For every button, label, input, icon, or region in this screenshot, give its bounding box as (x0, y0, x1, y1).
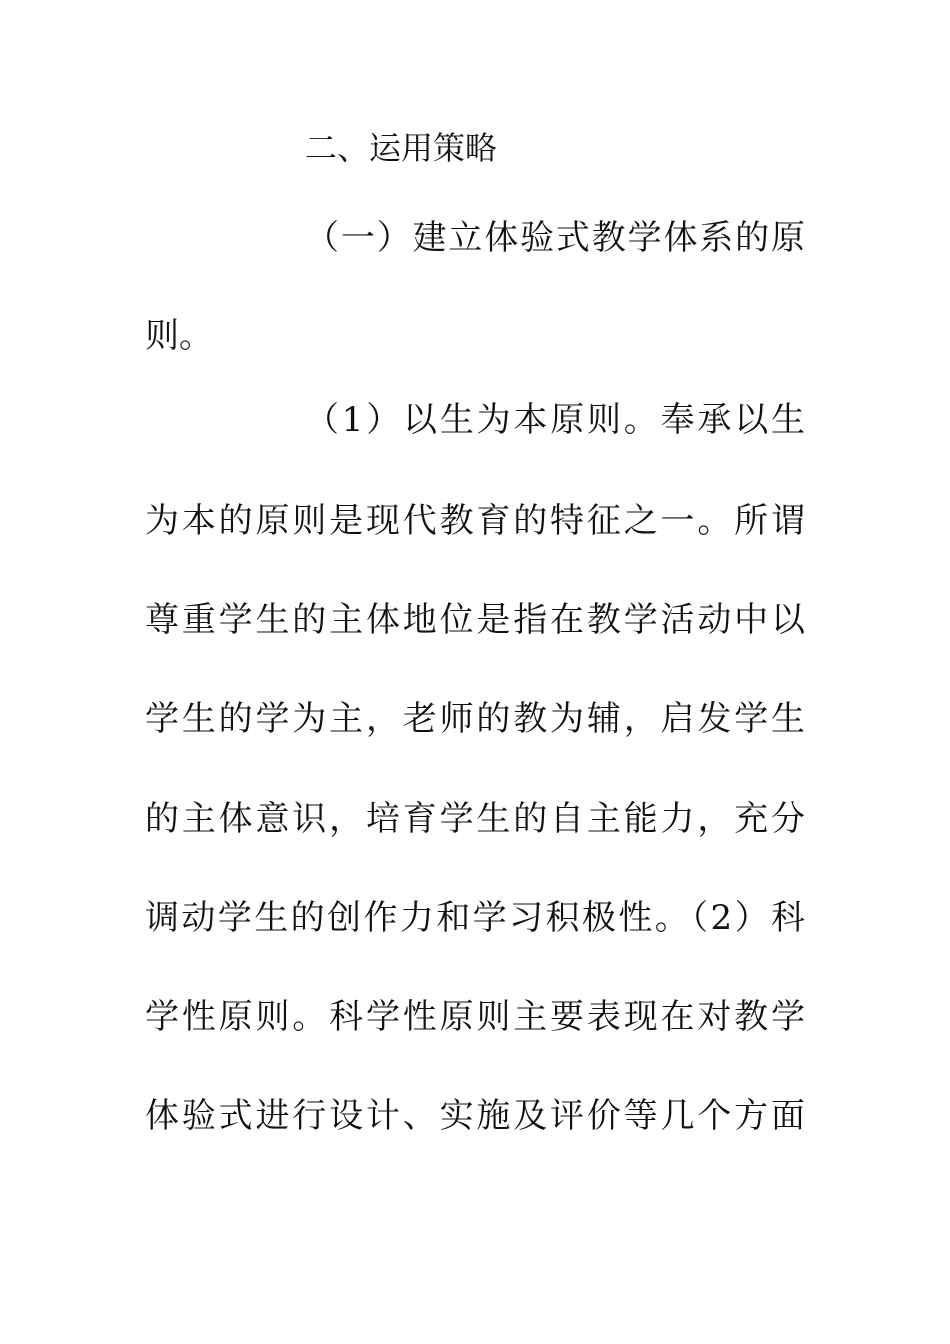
paragraph-line: （1）以生为本原则。奉承以生 (305, 400, 805, 440)
paragraph-line: 为本的原则是现代教育的特征之一。所谓 (145, 501, 805, 541)
paragraph-line: 调动学生的创作力和学习积极性。（2）科 (145, 898, 805, 938)
paragraph-line: 学生的学为主，老师的教为辅，启发学生 (145, 699, 805, 739)
paragraph-line: 的主体意识，培育学生的自主能力，充分 (145, 799, 805, 839)
paragraph-line: 体验式进行设计、实施及评价等几个方面 (145, 1096, 805, 1136)
section-heading: 二、运用策略 (305, 129, 498, 167)
subsection-title-continuation: 则。 (145, 316, 213, 356)
paragraph-line: 尊重学生的主体地位是指在教学活动中以 (145, 600, 805, 640)
paragraph-line: 学性原则。科学性原则主要表现在对教学 (145, 997, 805, 1037)
subsection-title-line: （一）建立体验式教学体系的原 (305, 218, 805, 258)
